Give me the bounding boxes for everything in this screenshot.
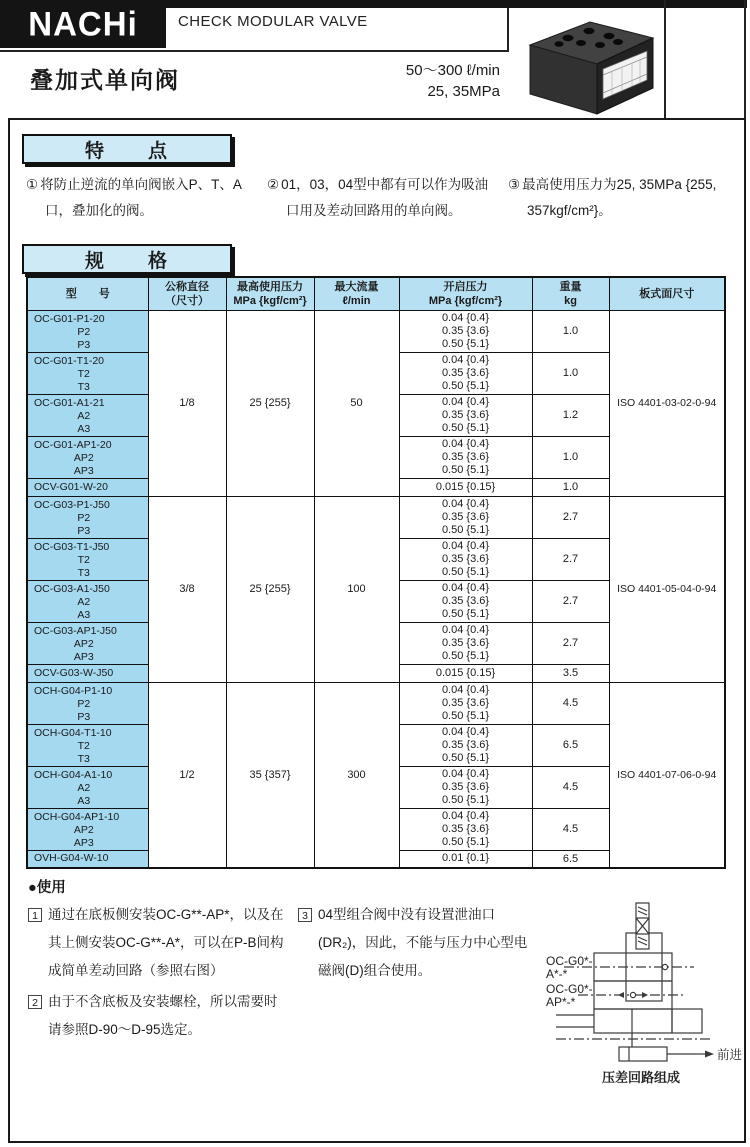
content-frame (8, 118, 746, 1143)
opening-pressure-line: 0.50 {5.1} (441, 607, 490, 620)
model-variant: P2 (77, 325, 91, 338)
feature-3-number: ③ (508, 177, 521, 192)
model-variant: A2 (77, 409, 91, 422)
model-variant: AP3 (73, 650, 94, 663)
cell-opening-pressure (399, 310, 532, 352)
column-header-line: ℓ/min (342, 294, 371, 307)
feature-2-text: 01，03，04型中都有可以作为吸油口用及差动回路用的单向阀。 (281, 177, 489, 218)
opening-pressure-line: 0.04 {0.4} (441, 497, 490, 510)
cell-model (27, 478, 148, 496)
opening-pressure-line: 0.50 {5.1} (441, 751, 490, 764)
cell-weight: 1.0 (532, 436, 609, 478)
cell-weight: 4.5 (532, 766, 609, 808)
header-specs (320, 60, 500, 102)
feature-item-1 (26, 172, 255, 224)
model-name: OC-G03-AP1-J50 (34, 624, 117, 637)
spec-table-wrap (26, 276, 726, 869)
usage-2-text: 由于不含底板及安装螺栓，所以需要时请参照D-90～D-95选定。 (48, 994, 278, 1037)
cell-max-pressure: 25 {255} (226, 310, 314, 496)
model-name: OC-G03-A1-J50 (34, 582, 110, 595)
opening-pressure-line: 0.35 {3.6} (441, 552, 490, 565)
cell-weight: 3.5 (532, 664, 609, 682)
cell-weight: 6.5 (532, 850, 609, 868)
cell-weight: 2.7 (532, 580, 609, 622)
brand-logo-text: NACHi (28, 4, 138, 43)
column-header-6 (609, 277, 725, 310)
cell-opening-pressure (399, 394, 532, 436)
valve-photo-illustration (512, 11, 662, 116)
column-header-1 (148, 277, 226, 310)
cell-opening-pressure (399, 496, 532, 538)
cell-weight: 1.0 (532, 352, 609, 394)
model-name: OCH-G04-P1-10 (34, 684, 113, 697)
feature-2-number: ② (267, 177, 280, 192)
opening-pressure-line: 0.04 {0.4} (441, 683, 490, 696)
opening-pressure-line: 0.35 {3.6} (441, 738, 490, 751)
features-title: 特 点 (84, 140, 169, 162)
specs-section-header (22, 244, 232, 274)
cell-weight: 1.0 (532, 478, 609, 496)
cell-model (27, 664, 148, 682)
cell-max-pressure: 25 {255} (226, 496, 314, 682)
opening-pressure-line: 0.015 {0.15} (435, 666, 496, 679)
opening-pressure-line: 0.35 {3.6} (441, 408, 490, 421)
model-name: OC-G03-T1-J50 (34, 540, 110, 553)
header-divider-horizontal (0, 50, 509, 52)
column-header-line: MPa {kgf/cm²} (233, 294, 307, 307)
feature-3-text: 最高使用压力为25, 35MPa {255, 357kgf/cm²}。 (522, 177, 717, 218)
model-variant: A3 (77, 608, 91, 621)
model-variant: AP3 (73, 836, 94, 849)
opening-pressure-line: 0.35 {3.6} (441, 636, 490, 649)
diagram-label-ap-line1: OC-G0*- (546, 982, 593, 996)
model-variant: A3 (77, 794, 91, 807)
model-variant: P3 (77, 524, 91, 537)
opening-pressure-line: 0.35 {3.6} (441, 324, 490, 337)
opening-pressure-line: 0.04 {0.4} (441, 725, 490, 738)
model-name: OCH-G04-A1-10 (34, 768, 113, 781)
column-header-line: MPa {kgf/cm²} (428, 294, 503, 307)
spec-table-head (27, 277, 725, 310)
model-name: OC-G03-P1-J50 (34, 498, 110, 511)
opening-pressure-line: 0.04 {0.4} (441, 623, 490, 636)
diagram-label-a-line1: OC-G0*- (546, 954, 593, 968)
page-right-border (744, 0, 746, 120)
cell-weight: 1.0 (532, 310, 609, 352)
model-variant: A3 (77, 422, 91, 435)
column-header-5 (532, 277, 609, 310)
model-variant: AP2 (73, 637, 94, 650)
cell-model (27, 436, 148, 478)
opening-pressure-line: 0.04 {0.4} (441, 395, 490, 408)
cell-weight: 4.5 (532, 682, 609, 724)
model-variant: P3 (77, 710, 91, 723)
table-row (27, 310, 725, 352)
cell-opening-pressure (399, 850, 532, 868)
usage-1-number: 1 (28, 908, 42, 922)
opening-pressure-line: 0.50 {5.1} (441, 523, 490, 536)
model-variant: AP2 (73, 451, 94, 464)
usage-column-2 (298, 901, 538, 1094)
model-variant: P2 (77, 697, 91, 710)
column-header-line: 公称直径 (165, 280, 209, 293)
column-header-2 (226, 277, 314, 310)
cell-max-pressure: 35 {357} (226, 682, 314, 868)
model-variant: T3 (77, 380, 90, 393)
opening-pressure-line: 0.35 {3.6} (441, 366, 490, 379)
column-header-4 (399, 277, 532, 310)
page-title: 叠加式单向阀 (30, 67, 180, 93)
cell-model (27, 310, 148, 352)
cell-model (27, 580, 148, 622)
column-header-line: 最高使用压力 (237, 280, 303, 293)
pressure-range: 25, 35MPa (427, 83, 500, 100)
opening-pressure-line: 0.04 {0.4} (441, 437, 490, 450)
model-variant: P3 (77, 338, 91, 351)
model-variant: AP3 (73, 464, 94, 477)
opening-pressure-line: 0.50 {5.1} (441, 793, 490, 806)
model-variant: AP2 (73, 823, 94, 836)
cell-size: 3/8 (148, 496, 226, 682)
cell-weight: 2.7 (532, 538, 609, 580)
opening-pressure-line: 0.01 {0.1} (441, 852, 490, 865)
features-section-header (22, 134, 232, 164)
cell-model (27, 850, 148, 868)
opening-pressure-line: 0.35 {3.6} (441, 780, 490, 793)
cell-opening-pressure (399, 766, 532, 808)
opening-pressure-line: 0.04 {0.4} (441, 539, 490, 552)
cell-model (27, 622, 148, 664)
table-row (27, 682, 725, 724)
usage-item-1 (28, 901, 286, 985)
opening-pressure-line: 0.35 {3.6} (441, 594, 490, 607)
model-name: OCH-G04-AP1-10 (34, 810, 120, 823)
opening-pressure-line: 0.50 {5.1} (441, 421, 490, 434)
opening-pressure-line: 0.04 {0.4} (441, 767, 490, 780)
photo-cell-divider (664, 0, 666, 120)
product-title-en: CHECK MODULAR VALVE (178, 13, 368, 30)
cell-mounting-standard: ISO 4401-05-04-0-94 (609, 496, 725, 682)
cell-weight: 4.5 (532, 808, 609, 850)
model-variant: T2 (77, 739, 90, 752)
cell-mounting-standard: ISO 4401-03-02-0-94 (609, 310, 725, 496)
usage-column-1 (28, 901, 286, 1094)
column-header-line: 开启压力 (443, 280, 488, 293)
cell-opening-pressure (399, 724, 532, 766)
cell-max-flow: 50 (314, 310, 399, 496)
usage-1-text: 通过在底板侧安装OC-G**-AP*，以及在其上侧安装OC-G**-A*，可以在P-B间构成简单差动回路（参照右图） (48, 907, 284, 978)
cell-opening-pressure (399, 352, 532, 394)
column-header-0 (27, 277, 148, 310)
opening-pressure-line: 0.04 {0.4} (441, 581, 490, 594)
spec-table (26, 276, 726, 869)
diagram-label-a-line2: A*-* (546, 967, 568, 981)
table-row (27, 496, 725, 538)
column-header-line: 重量 (559, 280, 582, 293)
cell-opening-pressure (399, 478, 532, 496)
model-name: OC-G01-AP1-20 (34, 438, 112, 451)
model-variant: T3 (77, 752, 90, 765)
cell-model (27, 352, 148, 394)
usage-item-2 (28, 988, 286, 1044)
cell-weight: 2.7 (532, 496, 609, 538)
cell-opening-pressure (399, 682, 532, 724)
cell-model (27, 682, 148, 724)
usage-item-3 (298, 901, 538, 985)
model-variant: P2 (77, 511, 91, 524)
column-header-line: 型 号 (65, 287, 110, 300)
differential-circuit-illustration (544, 901, 744, 1089)
opening-pressure-line: 0.50 {5.1} (441, 379, 490, 392)
cell-opening-pressure (399, 436, 532, 478)
opening-pressure-line: 0.04 {0.4} (441, 311, 490, 324)
diagram-caption: 压差回路组成 (602, 1070, 681, 1085)
diagram-label-ap-line2: AP*-* (546, 995, 576, 1009)
model-variant: T2 (77, 367, 90, 380)
diagram-arrow-label: 前进 (717, 1048, 743, 1062)
opening-pressure-line: 0.015 {0.15} (435, 480, 496, 493)
cell-model (27, 538, 148, 580)
specs-title: 规 格 (84, 250, 169, 272)
model-name: OC-G01-P1-20 (34, 312, 105, 325)
opening-pressure-line: 0.35 {3.6} (441, 822, 490, 835)
usage-2-number: 2 (28, 995, 42, 1009)
opening-pressure-line: 0.35 {3.6} (441, 510, 490, 523)
flow-range: 50～300 ℓ/min (405, 62, 500, 79)
model-name: OC-G01-T1-20 (34, 354, 105, 367)
usage-title: ●使用 (28, 880, 66, 896)
model-name: OC-G01-A1-21 (34, 396, 105, 409)
model-name: OCV-G01-W-20 (34, 480, 108, 493)
cell-opening-pressure (399, 808, 532, 850)
cell-opening-pressure (399, 664, 532, 682)
opening-pressure-line: 0.50 {5.1} (441, 709, 490, 722)
cell-opening-pressure (399, 580, 532, 622)
opening-pressure-line: 0.50 {5.1} (441, 565, 490, 578)
spec-table-body (27, 310, 725, 868)
cell-model (27, 394, 148, 436)
model-name: OCH-G04-T1-10 (34, 726, 112, 739)
cell-model (27, 808, 148, 850)
usage-section (28, 876, 744, 1094)
opening-pressure-line: 0.35 {3.6} (441, 450, 490, 463)
cell-model (27, 766, 148, 808)
model-variant: T3 (77, 566, 90, 579)
model-variant: T2 (77, 553, 90, 566)
feature-1-number: ① (26, 177, 39, 192)
feature-item-3 (508, 172, 737, 224)
cell-max-flow: 300 (314, 682, 399, 868)
product-photo (509, 9, 664, 118)
brand-logo (0, 0, 166, 48)
column-header-line: 板式面尺寸 (639, 287, 695, 300)
column-header-line: 最大流量 (334, 280, 379, 293)
feature-1-text: 将防止逆流的单向阀嵌入P、T、A口，叠加化的阀。 (40, 177, 242, 218)
opening-pressure-line: 0.50 {5.1} (441, 463, 490, 476)
opening-pressure-line: 0.50 {5.1} (441, 337, 490, 350)
model-name: OCV-G03-W-J50 (34, 666, 114, 679)
model-name: OVH-G04-W-10 (34, 852, 109, 865)
feature-item-2 (267, 172, 496, 224)
column-header-line: kg (564, 294, 577, 307)
cell-weight: 6.5 (532, 724, 609, 766)
opening-pressure-line: 0.50 {5.1} (441, 835, 490, 848)
features-list (26, 172, 738, 224)
cell-model (27, 724, 148, 766)
opening-pressure-line: 0.35 {3.6} (441, 696, 490, 709)
cell-weight: 1.2 (532, 394, 609, 436)
usage-3-number: 3 (298, 908, 312, 922)
cell-opening-pressure (399, 538, 532, 580)
opening-pressure-line: 0.04 {0.4} (441, 809, 490, 822)
cell-mounting-standard: ISO 4401-07-06-0-94 (609, 682, 725, 868)
cell-size: 1/2 (148, 682, 226, 868)
header-row (27, 277, 725, 310)
cell-model (27, 496, 148, 538)
opening-pressure-line: 0.04 {0.4} (441, 353, 490, 366)
model-variant: A2 (77, 595, 91, 608)
column-header-3 (314, 277, 399, 310)
cell-opening-pressure (399, 622, 532, 664)
cell-max-flow: 100 (314, 496, 399, 682)
cell-size: 1/8 (148, 310, 226, 496)
model-variant: A2 (77, 781, 91, 794)
opening-pressure-line: 0.50 {5.1} (441, 649, 490, 662)
circuit-diagram (544, 901, 744, 1094)
cell-weight: 2.7 (532, 622, 609, 664)
column-header-line: （尺寸） (165, 294, 209, 307)
usage-3-text: 04型组合阀中没有设置泄油口(DR₂)，因此，不能与压力中心型电磁阀(D)组合使用。 (318, 907, 528, 978)
